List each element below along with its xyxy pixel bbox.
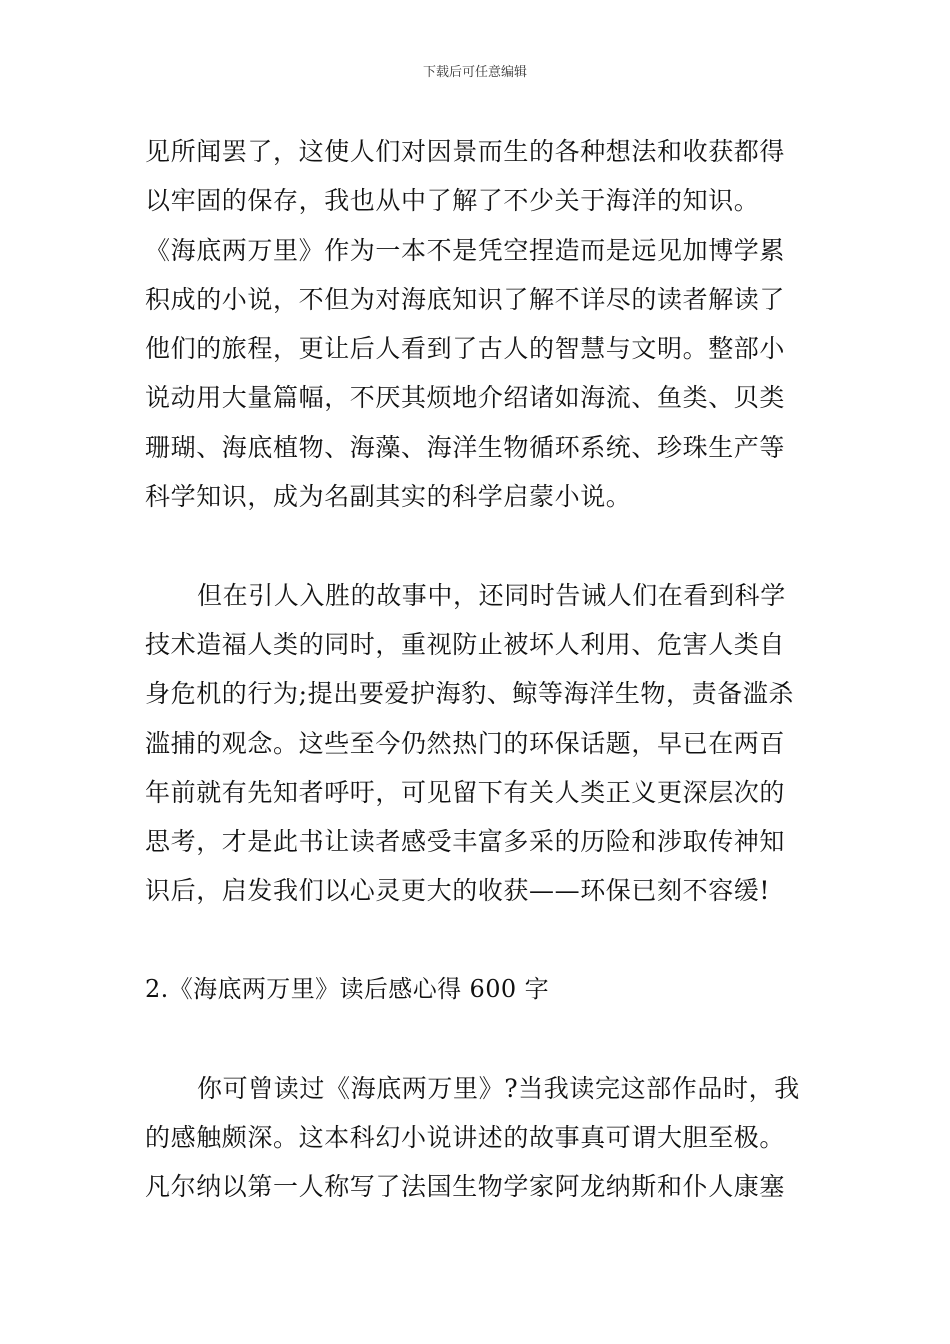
paragraph-line: 滥捕的观念。这些至今仍然热门的环保话题，早已在两百 — [145, 728, 786, 758]
paragraph-2 — [145, 571, 807, 916]
paragraph-line: 但在引人入胜的故事中，还同时告诫人们在看到科学 — [197, 580, 786, 610]
paragraph-line: 的感触颇深。这本科幻小说讲述的故事真可谓大胆至极。 — [145, 1122, 786, 1152]
paragraph-line: 凡尔纳以第一人称写了法国生物学家阿龙纳斯和仆人康塞 — [145, 1172, 786, 1202]
paragraph-line: 以牢固的保存，我也从中了解了不少关于海洋的知识。 — [145, 186, 760, 216]
paragraph-spacer — [145, 916, 807, 965]
paragraph-line: 思考，才是此书让读者感受丰富多采的历险和涉取传神知 — [145, 827, 786, 857]
paragraph-line: 珊瑚、海底植物、海藻、海洋生物循环系统、珍珠生产等 — [145, 432, 786, 462]
paragraph-line: 科学知识，成为名副其实的科学启蒙小说。 — [145, 482, 632, 512]
document-body — [145, 127, 807, 1212]
paragraph-spacer — [145, 521, 807, 570]
paragraph-line: 《海底两万里》作为一本不是凭空捏造而是远见加博学累 — [145, 235, 786, 265]
paragraph-line: 说动用大量篇幅，不厌其烦地介绍诸如海流、鱼类、贝类 — [145, 383, 786, 413]
page-header: 下载后可任意编辑 — [422, 65, 527, 80]
paragraph-line: 年前就有先知者呼吁，可见留下有关人类正义更深层次的 — [145, 777, 786, 807]
paragraph-line: 身危机的行为;提出要爱护海豹、鲸等海洋生物，责备滥杀 — [145, 679, 795, 709]
paragraph-line: 见所闻罢了，这使人们对因景而生的各种想法和收获都得 — [145, 137, 786, 166]
paragraph-1 — [145, 127, 807, 521]
paragraph-line: 识后，启发我们以心灵更大的收获——环保已刻不容缓! — [145, 876, 771, 906]
section-heading: 2.《海底两万里》读后感心得 600 字 — [145, 975, 549, 1004]
paragraph-3 — [145, 1064, 807, 1212]
paragraph-line: 积成的小说，不但为对海底知识了解不详尽的读者解读了 — [145, 284, 786, 314]
paragraph-line: 他们的旅程，更让后人看到了古人的智慧与文明。整部小 — [145, 334, 786, 364]
paragraph-spacer — [145, 1014, 807, 1063]
paragraph-line: 技术造福人类的同时，重视防止被坏人利用、危害人类自 — [145, 629, 786, 659]
paragraph-line: 你可曾读过《海底两万里》?当我读完这部作品时，我 — [197, 1073, 800, 1103]
